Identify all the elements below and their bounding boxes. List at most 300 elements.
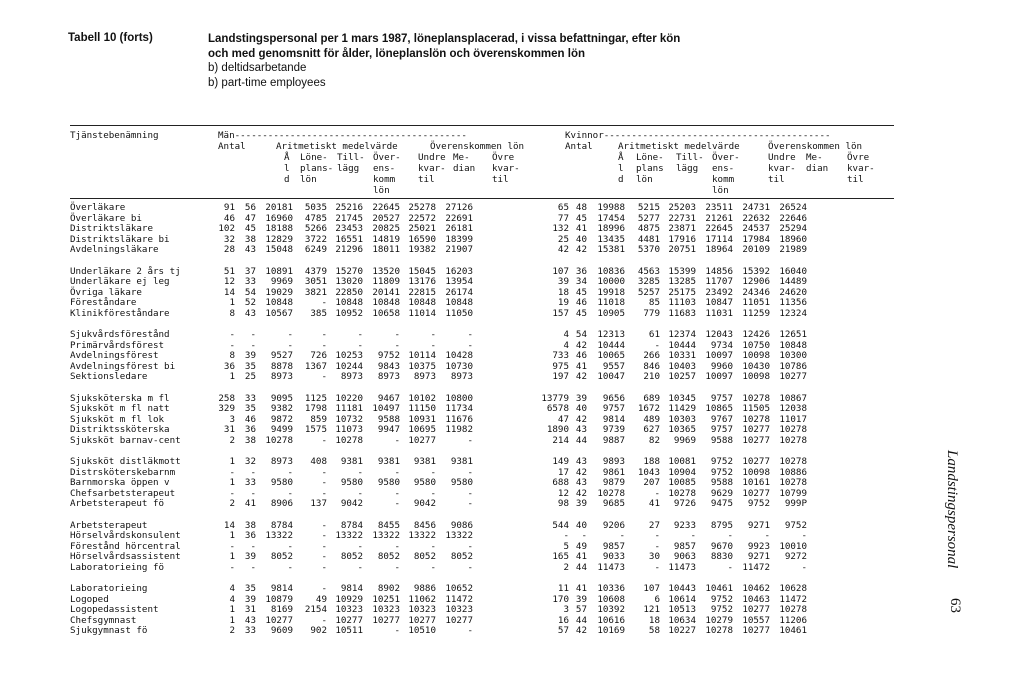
table-cell: 11356: [779, 297, 807, 308]
table-cell: 11051: [742, 297, 770, 308]
row-title: Hörselvårdskonsulent: [70, 530, 181, 541]
table-cell: 157: [552, 307, 569, 319]
table-cell: 33: [244, 625, 256, 636]
title-line-2: och med genomsnitt för ålder, löneplanslön och överenskommen lön: [208, 47, 586, 60]
table-cell: 733: [552, 350, 569, 361]
table-cell: 15048: [265, 244, 293, 255]
table-cell: 22815: [408, 286, 436, 298]
table-cell: 9872: [270, 413, 293, 425]
table-cell: 45: [575, 286, 587, 298]
table-cell: 25: [244, 371, 256, 382]
table-cell: 52: [244, 297, 256, 308]
table-cell: 40: [575, 233, 587, 245]
table-cell: 9739: [602, 424, 625, 435]
table-cell: 10278: [779, 456, 807, 467]
table-cell: 11707: [705, 276, 733, 287]
table-cell: 26524: [779, 202, 807, 213]
table-cell: 10257: [668, 371, 696, 382]
table-cell: 5215: [637, 202, 660, 213]
table-cell: 266: [643, 350, 660, 361]
table-cell: 11472: [445, 593, 473, 605]
men-antal: Antal: [218, 141, 246, 152]
table-cell: 8973: [450, 371, 473, 382]
table-cell: 10336: [597, 583, 625, 594]
table-cell: 44: [575, 434, 587, 446]
women-h-kvar2: kvar-: [847, 163, 875, 174]
row-title: Överläkare: [70, 202, 126, 213]
row-title: Sjuksköt m fl lok: [70, 413, 165, 425]
table-cell: 9861: [602, 466, 625, 478]
table-cell: -: [250, 540, 256, 552]
table-cell: -: [321, 339, 327, 351]
table-cell: 8455: [377, 519, 400, 531]
table-cell: 8169: [270, 604, 293, 615]
women-label: Kvinnor: [565, 130, 604, 141]
table-cell: 10300: [779, 350, 807, 361]
table-cell: -: [250, 339, 256, 351]
table-cell: 17: [557, 466, 569, 478]
table-cell: 9557: [602, 360, 625, 372]
table-cell: -: [321, 614, 327, 626]
table-cell: 9752: [377, 350, 400, 361]
row-title: Chefsgymnast: [70, 614, 137, 626]
table-cell: -: [321, 329, 327, 340]
table-cell: 40: [575, 519, 587, 531]
table-cell: 9086: [450, 519, 473, 531]
table-cell: 9923: [747, 540, 770, 552]
table-cell: 10931: [408, 413, 436, 425]
table-cell: 9580: [377, 477, 400, 488]
table-cell: 9272: [784, 551, 807, 562]
table-cell: 1672: [637, 403, 660, 414]
men-h-d: d: [284, 174, 290, 185]
table-cell: 165: [552, 551, 569, 562]
page-number: 63: [947, 598, 963, 613]
table-cell: 16: [557, 614, 569, 626]
table-cell: 12651: [779, 329, 807, 340]
men-h-lagg: lägg: [337, 163, 360, 174]
table-cell: 9656: [602, 392, 625, 404]
table-cell: 25294: [779, 223, 807, 234]
table-cell: 8973: [270, 371, 293, 382]
table-cell: 10323: [372, 604, 400, 615]
table-cell: 9814: [602, 413, 625, 425]
table-cell: 9063: [673, 551, 696, 562]
table-cell: 12374: [668, 329, 696, 340]
row-title: Arbetsterapeut: [70, 519, 148, 531]
table-cell: 10047: [597, 371, 625, 382]
table-cell: 25203: [668, 202, 696, 213]
table-cell: 10278: [779, 604, 807, 615]
table-cell: 9588: [710, 434, 733, 446]
table-cell: 1043: [637, 466, 660, 478]
table-cell: 39: [244, 350, 256, 361]
table-cell: 17916: [668, 233, 696, 245]
table-cell: -: [229, 339, 235, 351]
table-cell: 77: [557, 212, 569, 224]
table-cell: -: [430, 466, 436, 478]
table-cell: 4481: [637, 233, 660, 245]
table-cell: 9814: [270, 583, 293, 594]
row-title: Chefsarbetsterapeut: [70, 487, 176, 499]
table-cell: 4563: [637, 265, 660, 277]
table-cell: 12: [223, 276, 235, 287]
title-line-3: b) deltidsarbetande: [208, 62, 307, 74]
table-cell: -: [394, 540, 400, 552]
table-cell: 9752: [710, 593, 733, 605]
table-cell: 23871: [668, 223, 696, 234]
row-title: Underläkare 2 års tj: [70, 265, 181, 277]
table-cell: -: [229, 466, 235, 478]
table-cell: 8973: [340, 371, 363, 382]
table-cell: 41: [575, 551, 587, 562]
table-cell: 4: [229, 583, 235, 594]
table-cell: -: [467, 540, 473, 552]
table-cell: -: [357, 540, 363, 552]
table-cell: 10513: [668, 604, 696, 615]
women-h-ovre: Övre: [847, 152, 870, 163]
table-cell: 9588: [710, 477, 733, 488]
table-cell: 46: [575, 297, 587, 308]
table-cell: 8784: [270, 519, 293, 531]
table-cell: 10278: [705, 625, 733, 636]
table-cell: 9271: [747, 519, 770, 531]
table-cell: 10278: [742, 392, 770, 404]
table-cell: 10278: [779, 424, 807, 435]
table-cell: -: [467, 625, 473, 636]
row-title: Övriga läkare: [70, 286, 142, 298]
table-cell: -: [394, 498, 400, 509]
table-cell: 10081: [668, 456, 696, 467]
table-cell: 9580: [340, 477, 363, 488]
table-cell: 4: [563, 329, 569, 340]
table-cell: 10799: [779, 487, 807, 499]
table-row: [70, 224, 890, 235]
table-cell: 9042: [413, 498, 436, 509]
table-cell: 43: [244, 307, 256, 319]
table-cell: 12829: [265, 233, 293, 245]
table-cell: 41: [244, 498, 256, 509]
women-h-till: Till-: [676, 152, 704, 163]
row-title: Distriktssköterska: [70, 424, 170, 435]
table-cell: 10169: [597, 625, 625, 636]
table-cell: 36: [244, 530, 256, 541]
row-title: Avdelningsförest bi: [70, 360, 176, 372]
row-title: Hörselvårdsassistent: [70, 551, 181, 562]
table-cell: 9752: [710, 466, 733, 478]
table-row: [70, 425, 890, 436]
table-cell: 20527: [372, 212, 400, 224]
table-cell: 9467: [377, 392, 400, 404]
table-cell: 10253: [335, 350, 363, 361]
table-cell: 4875: [637, 223, 660, 234]
table-cell: 8906: [270, 498, 293, 509]
table-cell: 10098: [742, 350, 770, 361]
table-cell: 3285: [637, 276, 660, 287]
women-h-komm: komm: [712, 174, 735, 185]
table-cell: -: [727, 561, 733, 573]
table-cell: 46: [244, 413, 256, 425]
table-cell: -: [321, 530, 327, 541]
table-cell: 54: [244, 286, 256, 298]
table-cell: 2: [563, 561, 569, 573]
table-cell: 16960: [265, 212, 293, 224]
table-cell: 10836: [597, 265, 625, 277]
table-cell: 98: [557, 498, 569, 509]
table-cell: 489: [643, 413, 660, 425]
table-cell: 25175: [668, 286, 696, 298]
table-cell: 39: [575, 392, 587, 404]
men-h-lon2: lön: [373, 185, 390, 196]
table-cell: 20751: [668, 244, 696, 255]
table-cell: 10278: [668, 487, 696, 499]
men-h-ens: ens-: [373, 163, 396, 174]
table-cell: 10891: [265, 265, 293, 277]
table-cell: 17984: [742, 233, 770, 245]
table-cell: 10929: [335, 593, 363, 605]
table-cell: 10375: [408, 360, 436, 372]
table-cell: 1575: [304, 424, 327, 435]
table-cell: 19: [557, 297, 569, 308]
table-cell: 10114: [408, 350, 436, 361]
table-cell: 10161: [742, 477, 770, 488]
table-cell: 9879: [602, 477, 625, 488]
table-cell: 1: [229, 530, 235, 541]
table-cell: 10867: [779, 392, 807, 404]
row-title: Logopedassistent: [70, 604, 159, 615]
table-cell: 2: [229, 498, 235, 509]
table-cell: 51: [223, 265, 235, 277]
women-h-lone: Löne-: [636, 152, 664, 163]
table-cell: 18: [648, 614, 660, 626]
table-cell: 17454: [597, 212, 625, 224]
table-cell: 15392: [742, 265, 770, 277]
table-cell: 54: [575, 329, 587, 340]
table-cell: 13322: [408, 530, 436, 541]
table-cell: 21261: [705, 212, 733, 224]
table-cell: -: [357, 487, 363, 499]
table-cell: 35: [244, 360, 256, 372]
table-cell: 8830: [710, 551, 733, 562]
table-cell: 13779: [541, 392, 569, 404]
table-row: [70, 245, 890, 256]
table-cell: 32: [223, 233, 235, 245]
table-cell: 41: [575, 583, 587, 594]
table-cell: 10732: [335, 413, 363, 425]
table-cell: 10403: [668, 360, 696, 372]
table-cell: 21745: [335, 212, 363, 224]
table-cell: 10244: [335, 360, 363, 372]
table-cell: 28: [223, 244, 235, 255]
table-cell: 8052: [377, 551, 400, 562]
table-cell: 3722: [304, 233, 327, 245]
table-row: [70, 203, 890, 214]
table-title: [208, 32, 680, 90]
table-cell: 10695: [408, 424, 436, 435]
table-cell: 46: [575, 350, 587, 361]
table-cell: -: [764, 530, 770, 541]
table-cell: -: [467, 329, 473, 340]
men-h-a: Å: [284, 152, 290, 163]
women-h-lon: lön: [636, 174, 653, 185]
table-cell: 10658: [372, 307, 400, 319]
table-cell: 45: [575, 307, 587, 319]
table-cell: 258: [218, 392, 235, 404]
table-cell: -: [357, 466, 363, 478]
table-cell: 22850: [335, 286, 363, 298]
table-cell: 41: [648, 498, 660, 509]
table-cell: -: [321, 466, 327, 478]
table-cell: 9381: [413, 456, 436, 467]
table-cell: 20109: [742, 244, 770, 255]
table-cell: -: [229, 540, 235, 552]
table-cell: 10905: [597, 307, 625, 319]
table-label: Tabell 10 (forts): [68, 32, 153, 44]
table-cell: 36: [575, 265, 587, 277]
table-cell: 9757: [602, 403, 625, 414]
table-cell: 57: [557, 625, 569, 636]
women-h-plans: plans: [636, 163, 664, 174]
table-cell: 11018: [597, 297, 625, 308]
table-cell: 34: [575, 276, 587, 287]
table-cell: -: [287, 487, 293, 499]
table-cell: 20181: [265, 202, 293, 213]
table-cell: 9960: [710, 360, 733, 372]
table-cell: 10428: [445, 350, 473, 361]
table-cell: 1: [229, 614, 235, 626]
table-cell: 4379: [304, 265, 327, 277]
table-cell: 6249: [304, 244, 327, 255]
table-cell: 10278: [779, 434, 807, 446]
table-cell: -: [801, 561, 807, 573]
table-cell: 8456: [413, 519, 436, 531]
table-cell: 13435: [597, 233, 625, 245]
row-title: Sjuksköt barnav-cent: [70, 434, 181, 446]
table-cell: 11505: [742, 403, 770, 414]
table-cell: 22645: [372, 202, 400, 213]
table-cell: 9857: [602, 540, 625, 552]
table-cell: 137: [310, 498, 327, 509]
table-cell: 43: [575, 477, 587, 488]
table-cell: 8795: [710, 519, 733, 531]
table-cell: 10277: [372, 614, 400, 626]
table-cell: 65: [557, 202, 569, 213]
men-arit: Aritmetiskt medelvärde: [276, 141, 398, 152]
table-cell: 24731: [742, 202, 770, 213]
table-cell: 11073: [335, 424, 363, 435]
table-cell: 44: [575, 614, 587, 626]
table-cell: 10730: [445, 360, 473, 372]
table-cell: 18960: [779, 233, 807, 245]
table-cell: -: [321, 519, 327, 531]
table-cell: 21989: [779, 244, 807, 255]
table-cell: 9609: [270, 625, 293, 636]
table-cell: 6578: [546, 403, 569, 414]
table-cell: -: [394, 329, 400, 340]
table-cell: -: [394, 487, 400, 499]
table-cell: 10323: [445, 604, 473, 615]
men-h-over: Över-: [373, 152, 401, 163]
women-antal: Antal: [565, 141, 593, 152]
table-cell: 9734: [710, 339, 733, 351]
table-cell: -: [430, 339, 436, 351]
table-cell: 18: [557, 286, 569, 298]
table-cell: 10443: [668, 583, 696, 594]
table-cell: 9814: [340, 583, 363, 594]
table-cell: -: [321, 551, 327, 562]
table-row: [70, 457, 890, 468]
row-title: Distriktsläkare: [70, 223, 153, 234]
table-cell: 14819: [372, 233, 400, 245]
table-cell: -: [321, 561, 327, 573]
table-cell: 10886: [779, 466, 807, 478]
table-cell: 9947: [377, 424, 400, 435]
table-cell: 12: [557, 487, 569, 499]
table-row: [70, 552, 890, 563]
table-cell: 26174: [445, 286, 473, 298]
table-cell: 14489: [779, 276, 807, 287]
table-cell: 11472: [742, 561, 770, 573]
table-cell: 21296: [335, 244, 363, 255]
table-cell: 9381: [340, 456, 363, 467]
table-row: [70, 330, 890, 341]
table-cell: 10277: [742, 487, 770, 499]
table-cell: 12426: [742, 329, 770, 340]
table-cell: 20141: [372, 286, 400, 298]
table-cell: 35: [244, 403, 256, 414]
table-cell: 43: [575, 456, 587, 467]
table-cell: 9969: [673, 434, 696, 446]
table-cell: -: [727, 530, 733, 541]
table-row: [70, 531, 890, 542]
table-cell: 10085: [668, 477, 696, 488]
table-cell: -: [654, 530, 660, 541]
table-cell: 11809: [372, 276, 400, 287]
table-cell: -: [430, 487, 436, 499]
table-cell: 10557: [742, 614, 770, 626]
table-cell: 10750: [742, 339, 770, 351]
table-cell: 10462: [742, 583, 770, 594]
men-h-lon: lön: [300, 174, 317, 185]
row-group: [70, 330, 890, 383]
table-cell: 47: [557, 413, 569, 425]
table-cell: 10904: [668, 466, 696, 478]
table-cell: 11473: [597, 561, 625, 573]
table-cell: -: [690, 530, 696, 541]
table-row: [70, 298, 890, 309]
table-cell: 846: [643, 360, 660, 372]
table-cell: 10430: [742, 360, 770, 372]
top-rule: [70, 125, 894, 126]
table-cell: 1: [229, 456, 235, 467]
table-cell: 10277: [742, 604, 770, 615]
table-cell: 46: [223, 212, 235, 224]
table-cell: 107: [643, 583, 660, 594]
row-title: Laboratorieing: [70, 583, 148, 594]
table-cell: 10463: [742, 593, 770, 605]
table-cell: 42: [575, 371, 587, 382]
table-cell: 8973: [270, 456, 293, 467]
row-group: [70, 394, 890, 447]
women-h-til: til: [768, 174, 785, 185]
table-cell: 49: [315, 593, 327, 605]
table-cell: 726: [310, 350, 327, 361]
table-cell: 24620: [779, 286, 807, 298]
table-cell: 22572: [408, 212, 436, 224]
table-cell: 45: [575, 212, 587, 224]
women-h-l: l: [618, 163, 624, 174]
table-cell: -: [250, 561, 256, 573]
